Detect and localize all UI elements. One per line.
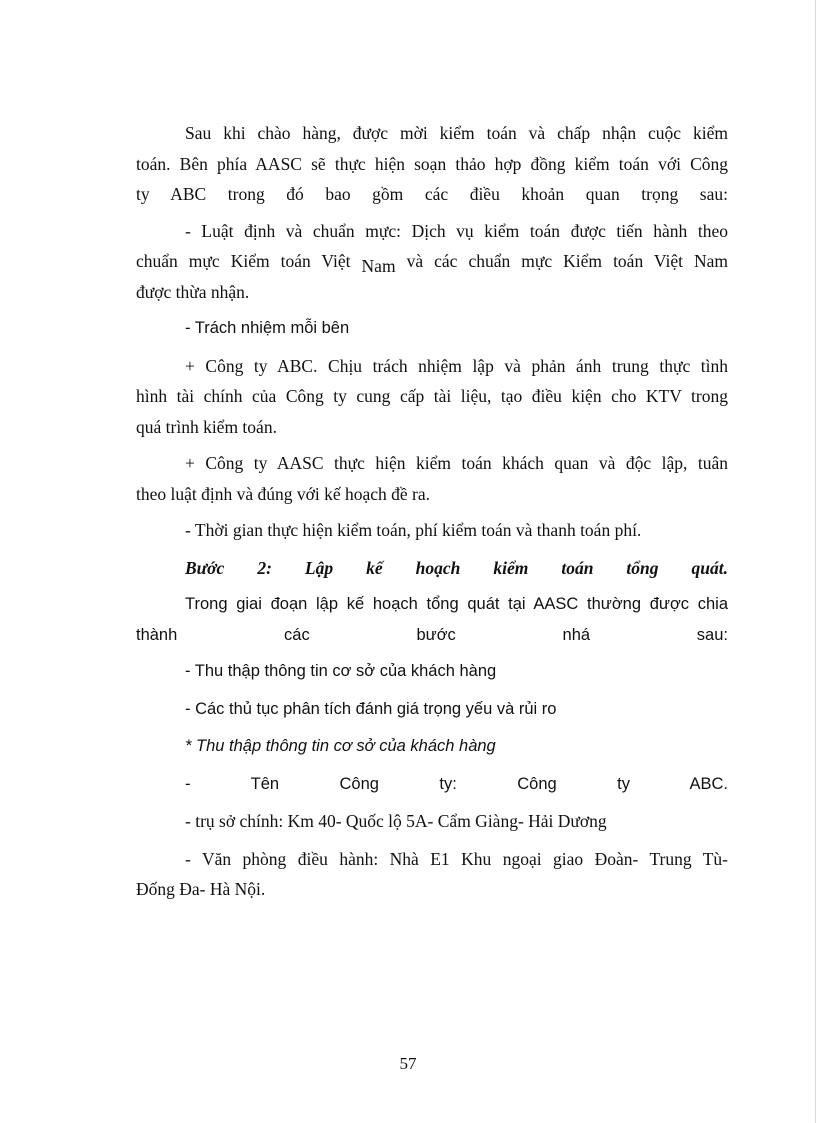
text-line: hình tài chính của Công ty cung cấp tài liệu, tạo điều kiện cho KTV trong [136, 386, 728, 406]
text-line: + Công ty AASC thực hiện kiểm toán khách quan và độc lập, tuân [185, 453, 728, 473]
paragraph-aasc-responsibility [136, 448, 728, 509]
paragraph-planning-steps [136, 589, 728, 650]
text-line: Đống Đa- Hà Nội. [136, 879, 266, 899]
text-line: + Công ty ABC. Chịu trách nhiệm lập và phản ánh trung thực tình [185, 355, 728, 376]
paragraph-responsibilities: - Trách nhiệm mỗi bên [185, 319, 350, 337]
text-line: - Tên Công ty: Công ty ABC. [185, 774, 728, 793]
step-heading: Bước 2: Lập kế hoạch kiểm toán tổng quát. [185, 557, 728, 578]
subscript-word: Nam [361, 256, 396, 276]
text-line: - Luật định và chuẩn mực: Dịch vụ kiểm toán được tiến hành theo [185, 220, 728, 241]
text-line: theo luật định và đúng với kế hoạch đề ra. [136, 483, 431, 504]
text-line: Trong giai đoạn lập kế hoạch tổng quát tại AASC thường được chia [185, 595, 728, 613]
text-line [136, 246, 728, 277]
text-line: toán. Bên phía AASC sẽ thực hiện soạn thảo hợp đồng kiểm toán với Công [136, 153, 728, 174]
text-line: - Văn phòng điều hành: Nhà E1 Khu ngoại giao Đoàn- Trung Tù- [185, 848, 728, 869]
bullet-item: - Các thủ tục phân tích đánh giá trọng yếu và rủi ro [185, 699, 557, 718]
document-body [136, 118, 728, 911]
paragraph-standards [136, 216, 728, 308]
paragraph-abc-responsibility [136, 351, 728, 443]
paragraph-contract-intro [136, 118, 728, 210]
text-line: được thừa nhận. [136, 281, 250, 302]
text-segment: chuẩn mực Kiểm toán Việt [136, 251, 351, 271]
text-line: thành các bước nhá sau: [136, 625, 728, 644]
company-name-line [136, 769, 728, 800]
page-number: 57 [399, 1054, 417, 1073]
text-segment: và các chuẩn mực Kiểm toán Việt Nam [406, 251, 729, 271]
text-line: Sau khi chào hàng, được mời kiểm toán và chấp nhận cuộc kiểm [185, 123, 728, 143]
bullet-item: - Thu thập thông tin cơ sở của khách hàng [185, 662, 497, 680]
headquarters-line: - trụ sở chính: Km 40- Quốc lộ 5A- Cẩm Giàng- Hải Dương [185, 811, 607, 831]
paragraph-office [136, 844, 728, 905]
subheading: * Thu thập thông tin cơ sở của khách hàng [185, 737, 496, 755]
text-line: ty ABC trong đó bao gồm các điều khoản quan trọng sau: [136, 184, 728, 204]
paragraph-timing-fees: - Thời gian thực hiện kiểm toán, phí kiểm toán và thanh toán phí. [185, 520, 642, 540]
text-line: quá trình kiểm toán. [136, 416, 277, 437]
